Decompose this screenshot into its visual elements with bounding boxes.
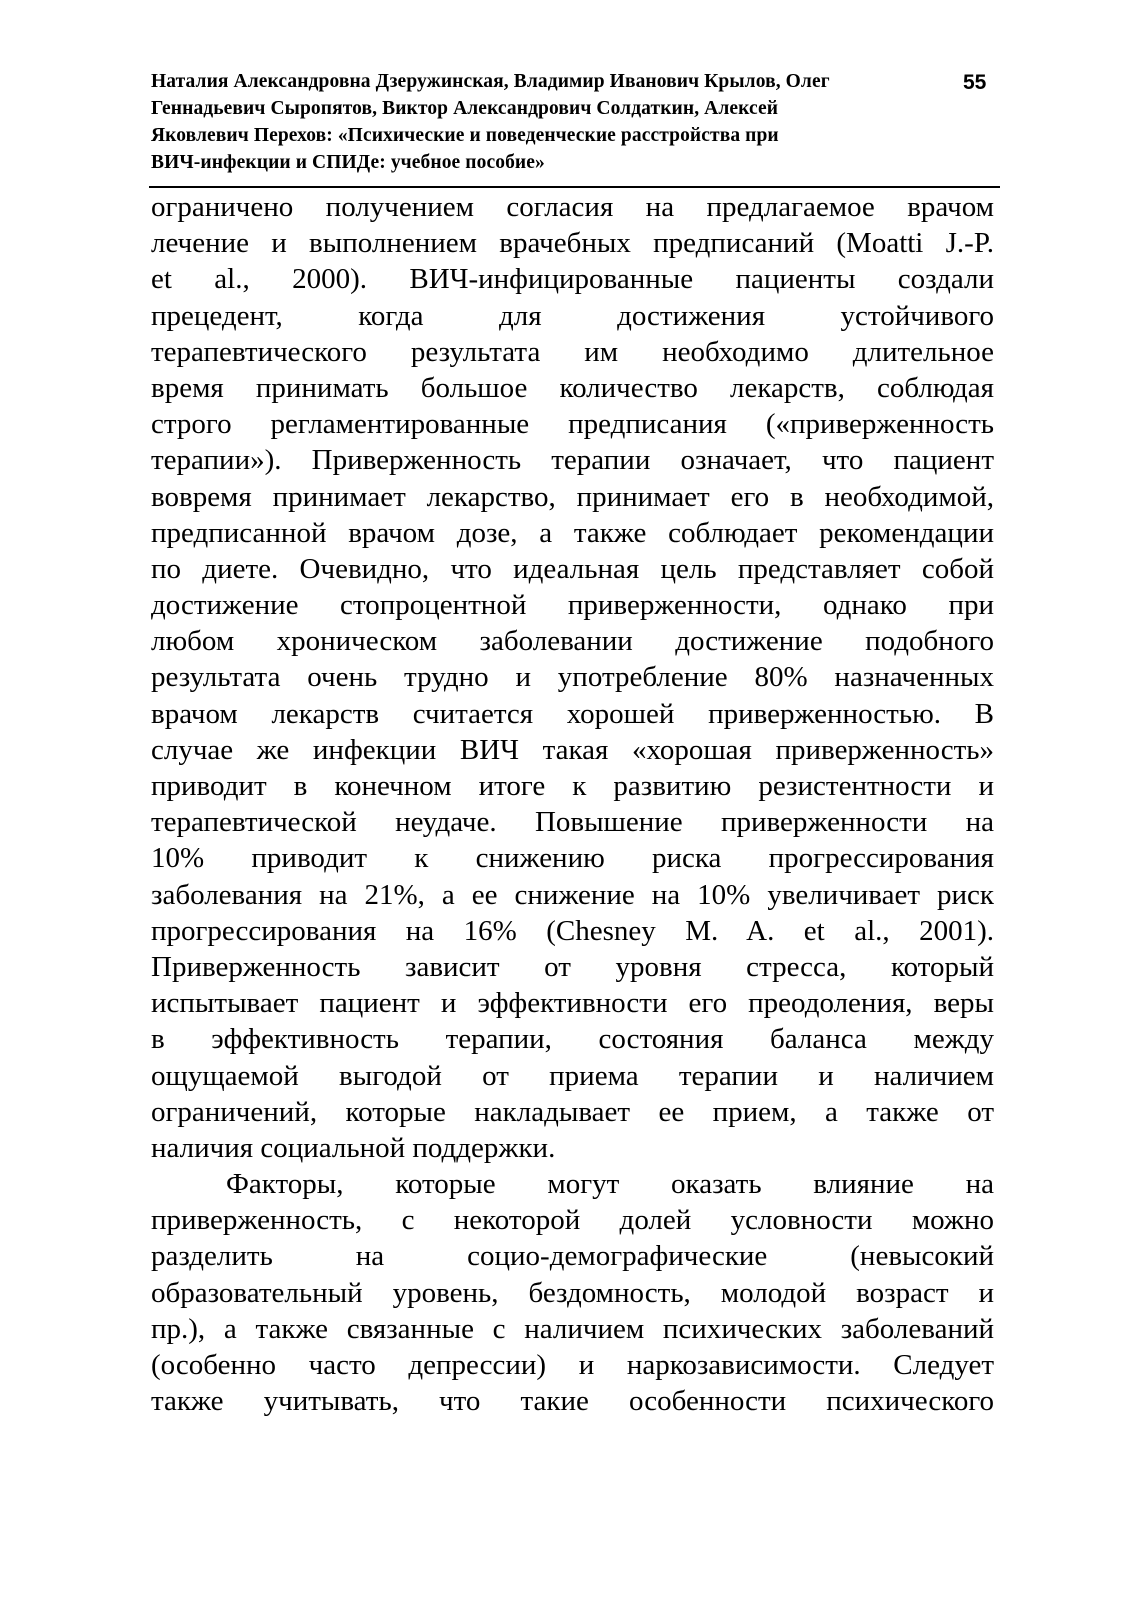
body-line: терапевтического результата им необходимо длительное <box>151 335 994 368</box>
body-line: прецедент, когда для достижения устойчивого <box>151 299 994 332</box>
body-line: предписанной врачом дозе, а также соблюдает рекомендации <box>151 516 994 549</box>
body-line: вовремя принимает лекарство, принимает его в необходимой, <box>151 480 994 513</box>
body-line: Приверженность зависит от уровня стресса, который <box>151 950 994 983</box>
body-line: любом хроническом заболевании достижение подобного <box>151 625 994 658</box>
body-line: случае же инфекции ВИЧ такая «хорошая приверженность» <box>151 733 994 766</box>
body-line: в эффективность терапии, состояния баланса между <box>151 1023 994 1056</box>
paragraph-start-line: Факторы, которые могут оказать влияние на <box>226 1168 994 1201</box>
body-line: время принимать большое количество лекарств, соблюдая <box>151 371 994 404</box>
body-line: ограничено получением согласия на предлагаемое врачом <box>151 191 994 223</box>
body-line: (особенно часто депрессии) и наркозависимости. Следует <box>151 1349 994 1381</box>
body-line: разделить на социо-демографические (невысокий <box>151 1240 994 1273</box>
paragraph-end-line: наличия социальной поддержки. <box>151 1131 556 1164</box>
body-line: по диете. Очевидно, что идеальная цель представляет собой <box>151 552 994 585</box>
body-line: терапевтической неудаче. Повышение приверженности на <box>151 806 994 839</box>
body-text <box>151 189 994 1419</box>
body-line: пр.), а также связанные с наличием психических заболеваний <box>151 1312 994 1345</box>
body-line: приверженность, с некоторой долей условности можно <box>151 1204 994 1237</box>
header-line-2: Геннадьевич Сыропятов, Виктор Александрович Солдаткин, Алексей <box>151 98 779 119</box>
body-line: достижение стопроцентной приверженности, однако при <box>151 589 994 622</box>
body-line: прогрессирования на 16% (Chesney M. A. et al., 2001). <box>151 914 994 947</box>
body-line: 10% приводит к снижению риска прогрессирования <box>151 842 994 875</box>
body-line: ограничений, которые накладывает ее прием, а также от <box>151 1095 994 1128</box>
body-line: терапии»). Приверженность терапии означает, что пациент <box>151 444 994 477</box>
body-line: испытывает пациент и эффективности его преодоления, веры <box>151 987 994 1020</box>
body-line: заболевания на 21%, а ее снижение на 10% увеличивает риск <box>151 878 994 911</box>
header-line-3: Яковлевич Перехов: «Психические и поведенческие расстройства при <box>151 125 779 146</box>
header-line-1: Наталия Александровна Дзеружинская, Владимир Иванович Крылов, Олег <box>151 71 830 92</box>
body-line: результата очень трудно и употребление 80% назначенных <box>151 661 994 694</box>
running-header <box>151 68 999 176</box>
header-line-4: ВИЧ-инфекции и СПИДе: учебное пособие» <box>151 152 545 173</box>
page-number: 55 <box>963 71 987 94</box>
body-line: также учитывать, что такие особенности психического <box>151 1385 994 1418</box>
body-line: приводит в конечном итоге к развитию резистентности и <box>151 770 994 802</box>
body-line: ощущаемой выгодой от приема терапии и наличием <box>151 1059 994 1092</box>
body-line: лечение и выполнением врачебных предписаний (Moatti J.-P. <box>151 227 994 260</box>
header-rule <box>149 186 1000 188</box>
body-line: строго регламентированные предписания («приверженность <box>151 408 994 441</box>
body-line: et al., 2000). ВИЧ-инфицированные пациенты создали <box>151 263 994 296</box>
body-line: образовательный уровень, бездомность, молодой возраст и <box>151 1276 994 1309</box>
body-line: врачом лекарств считается хорошей приверженностью. В <box>151 697 994 730</box>
